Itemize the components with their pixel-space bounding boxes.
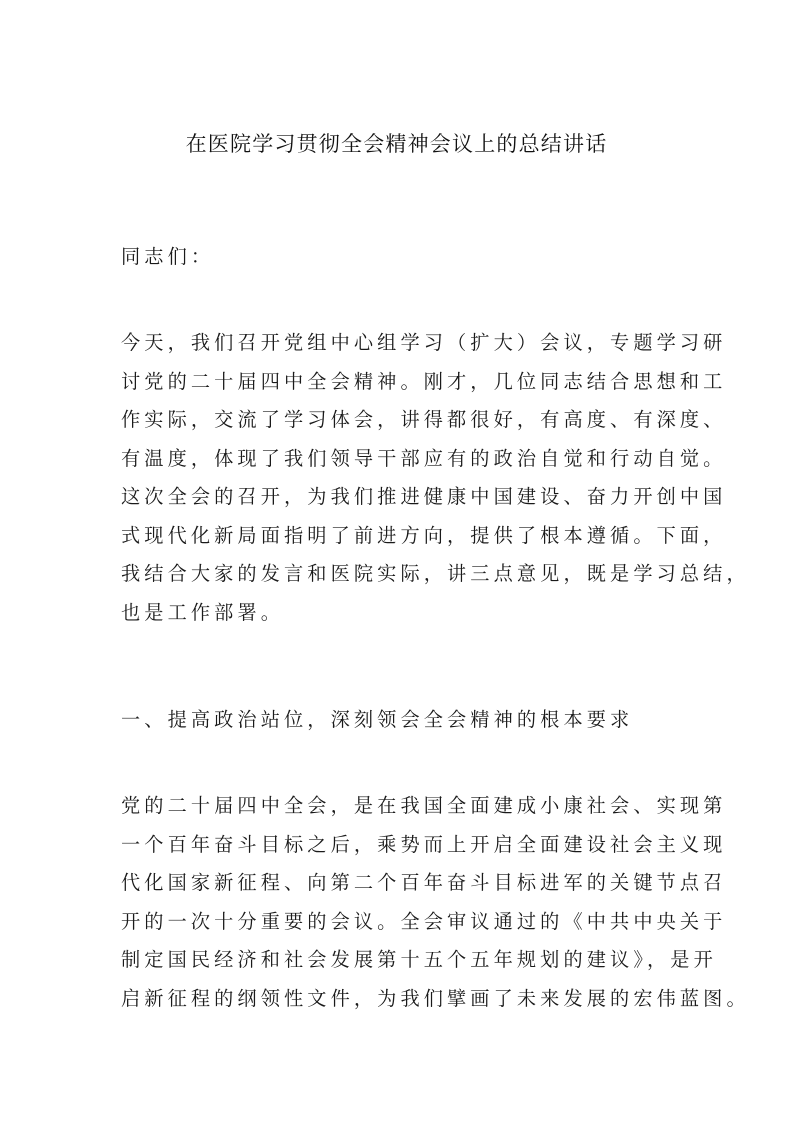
paragraph-line: 有温度，体现了我们领导干部应有的政治自觉和行动自觉。 — [121, 446, 727, 470]
paragraph-line: 一个百年奋斗目标之后，乘势而上开启全面建设社会主义现 — [121, 832, 727, 856]
section-heading-text: 一、提高政治站位，深刻领会全会精神的根本要求 — [121, 708, 634, 731]
paragraph-line: 开的一次十分重要的会议。全会审议通过的《中共中央关于 — [121, 909, 727, 933]
paragraph-line: 这次全会的召开，为我们推进健康中国建设、奋力开创中国 — [121, 485, 727, 508]
paragraph-line: 代化国家新征程、向第二个百年奋斗目标进军的关键节点召 — [121, 871, 727, 894]
paragraph-line: 式现代化新局面指明了前进方向，提供了根本遵循。下面， — [121, 523, 727, 547]
paragraph-line: 制定国民经济和社会发展第十五个五年规划的建议》，是开 — [121, 948, 717, 971]
paragraph-line: 启新征程的纲领性文件，为我们擘画了未来发展的宏伟蓝图。 — [121, 986, 750, 1010]
document-title: 在医院学习贯彻全会精神会议上的总结讲话 — [185, 132, 608, 156]
section-heading-1 — [121, 701, 681, 740]
paragraph-line: 讨党的二十届四中全会精神。刚才，几位同志结合思想和工 — [121, 369, 727, 393]
paragraph-line: 党的二十届四中全会，是在我国全面建成小康社会、实现第 — [121, 794, 727, 817]
greeting-text: 同志们： — [121, 245, 215, 268]
paragraph-line: 今天，我们召开党组中心组学习（扩大）会议，专题学习研 — [121, 331, 727, 354]
greeting — [121, 238, 681, 277]
paragraph-opening — [121, 324, 750, 632]
paragraph-line: 作实际，交流了学习体会，讲得都很好，有高度、有深度、 — [121, 408, 727, 431]
paragraph-line: 我结合大家的发言和医院实际，讲三点意见，既是学习总结， — [121, 562, 750, 585]
paragraph-section-1 — [121, 787, 750, 1018]
paragraph-line: 也是工作部署。 — [121, 600, 285, 624]
